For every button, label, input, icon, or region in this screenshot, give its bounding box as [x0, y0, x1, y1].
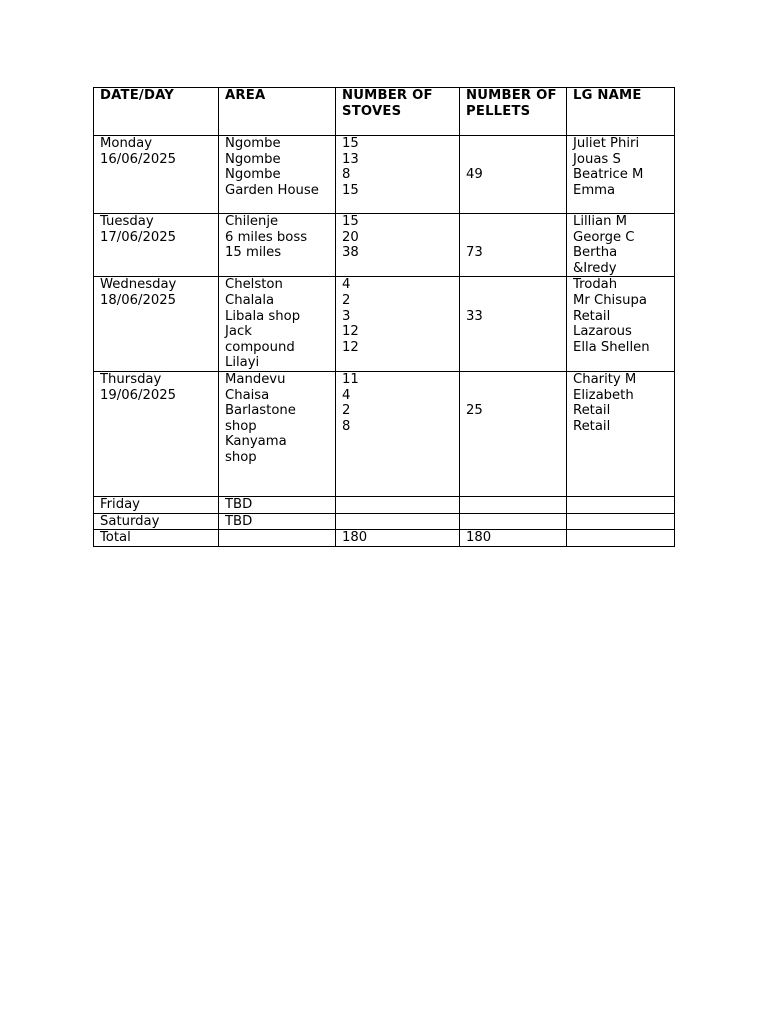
table-row-thursday	[94, 371, 675, 496]
pellets-cell	[460, 496, 567, 513]
lg-name-item: Retail	[573, 418, 611, 434]
lg-name-item: Lazarous	[573, 324, 632, 340]
stoves-value: 15	[342, 214, 359, 229]
pellets-value: 73	[466, 245, 483, 261]
lg-name-item: Emma	[573, 182, 616, 198]
pellets-value: 25	[466, 403, 483, 419]
total-label: Total	[94, 530, 219, 547]
lg-name-item: Jouas S	[573, 151, 621, 167]
lg-name-cell	[567, 371, 675, 496]
lg-name-item: Beatrice M	[573, 167, 644, 183]
table-row-total	[94, 530, 675, 547]
area-cell	[219, 371, 336, 496]
header-area: AREA	[219, 88, 336, 136]
stoves-value: 13	[342, 151, 359, 167]
day-date: 16/06/2025	[100, 151, 177, 167]
day-date: 18/06/2025	[100, 292, 177, 308]
area-item: Jack	[225, 324, 252, 340]
stoves-value: 2	[342, 403, 351, 419]
table-row-monday	[94, 136, 675, 214]
stoves-cell	[336, 136, 460, 214]
lg-name-cell	[567, 277, 675, 372]
stoves-value: 20	[342, 229, 359, 245]
lg-name-cell	[567, 496, 675, 513]
area-item: Chalala	[225, 292, 275, 308]
day-date: 17/06/2025	[100, 229, 177, 245]
lg-name-item: Retail	[573, 308, 611, 324]
stoves-value: 2	[342, 292, 351, 308]
distribution-schedule-table	[93, 87, 675, 547]
area-item: 6 miles boss	[225, 229, 308, 245]
pellets-cell	[460, 371, 567, 496]
area-item: Chelston	[225, 277, 283, 293]
pellets-cell	[460, 214, 567, 277]
day-cell	[94, 277, 219, 372]
day-name: Tuesday	[100, 214, 154, 229]
day-name: Thursday	[100, 371, 162, 387]
stoves-cell	[336, 513, 460, 530]
area-item: Chilenje	[225, 214, 279, 229]
area-item: Ngombe	[225, 136, 281, 151]
lg-name-item: Mr Chisupa	[573, 292, 647, 308]
day-name: Wednesday	[100, 277, 177, 293]
lg-name-cell	[567, 530, 675, 547]
area-item: Garden House	[225, 182, 319, 198]
day-name: Monday	[100, 136, 153, 151]
lg-name-item: Lillian M	[573, 214, 628, 229]
area-cell: TBD	[219, 513, 336, 530]
area-item: Ngombe	[225, 167, 281, 183]
stoves-value: 38	[342, 245, 359, 261]
pellets-cell	[460, 277, 567, 372]
area-cell	[219, 136, 336, 214]
table-header-row	[94, 88, 675, 136]
day-cell	[94, 371, 219, 496]
header-date-day: DATE/DAY	[94, 88, 219, 136]
area-item: shop	[225, 449, 257, 465]
table-row-wednesday	[94, 277, 675, 372]
area-item: Chaisa	[225, 387, 270, 403]
day-cell	[94, 214, 219, 277]
lg-name-cell	[567, 214, 675, 277]
lg-name-item: Juliet Phiri	[573, 136, 640, 151]
lg-name-cell	[567, 513, 675, 530]
area-item: Ngombe	[225, 151, 281, 167]
total-pellets: 180	[460, 530, 567, 547]
day-cell: Saturday	[94, 513, 219, 530]
lg-name-item: &Iredy	[573, 260, 617, 276]
pellets-cell	[460, 136, 567, 214]
stoves-value: 8	[342, 167, 351, 183]
lg-name-item: George C	[573, 229, 635, 245]
table-row-friday	[94, 496, 675, 513]
day-date: 19/06/2025	[100, 387, 177, 403]
area-item: Kanyama	[225, 434, 287, 450]
area-item: shop	[225, 418, 257, 434]
day-cell: Friday	[94, 496, 219, 513]
stoves-value: 15	[342, 136, 359, 151]
lg-name-item: Retail	[573, 403, 611, 419]
area-cell: TBD	[219, 496, 336, 513]
stoves-cell	[336, 277, 460, 372]
lg-name-item: Bertha	[573, 245, 618, 261]
stoves-value: 15	[342, 182, 359, 198]
stoves-cell	[336, 371, 460, 496]
header-number-of-stoves: NUMBER OF STOVES	[336, 88, 460, 136]
table-row-saturday	[94, 513, 675, 530]
area-item: Mandevu	[225, 371, 286, 387]
header-lg-name: LG NAME	[567, 88, 675, 136]
lg-name-cell	[567, 136, 675, 214]
area-item: Lilayi	[225, 355, 260, 371]
area-item: Libala shop	[225, 308, 301, 324]
stoves-cell	[336, 496, 460, 513]
stoves-value: 12	[342, 339, 359, 355]
area-cell	[219, 214, 336, 277]
stoves-value: 4	[342, 387, 351, 403]
lg-name-item: Elizabeth	[573, 387, 634, 403]
stoves-value: 8	[342, 418, 351, 434]
lg-name-item: Ella Shellen	[573, 339, 650, 355]
area-cell	[219, 277, 336, 372]
pellets-value: 49	[466, 167, 483, 183]
pellets-value: 33	[466, 308, 483, 324]
stoves-value: 12	[342, 324, 359, 340]
day-cell	[94, 136, 219, 214]
stoves-cell	[336, 214, 460, 277]
stoves-value: 4	[342, 277, 351, 293]
area-item: 15 miles	[225, 245, 282, 261]
area-cell	[219, 530, 336, 547]
pellets-cell	[460, 513, 567, 530]
stoves-value: 3	[342, 308, 351, 324]
lg-name-item: Trodah	[573, 277, 618, 293]
lg-name-item: Charity M	[573, 371, 637, 387]
total-stoves: 180	[336, 530, 460, 547]
table-row-tuesday	[94, 214, 675, 277]
header-number-of-pellets: NUMBER OF PELLETS	[460, 88, 567, 136]
stoves-value: 11	[342, 371, 359, 387]
area-item: compound	[225, 339, 295, 355]
area-item: Barlastone	[225, 403, 296, 419]
